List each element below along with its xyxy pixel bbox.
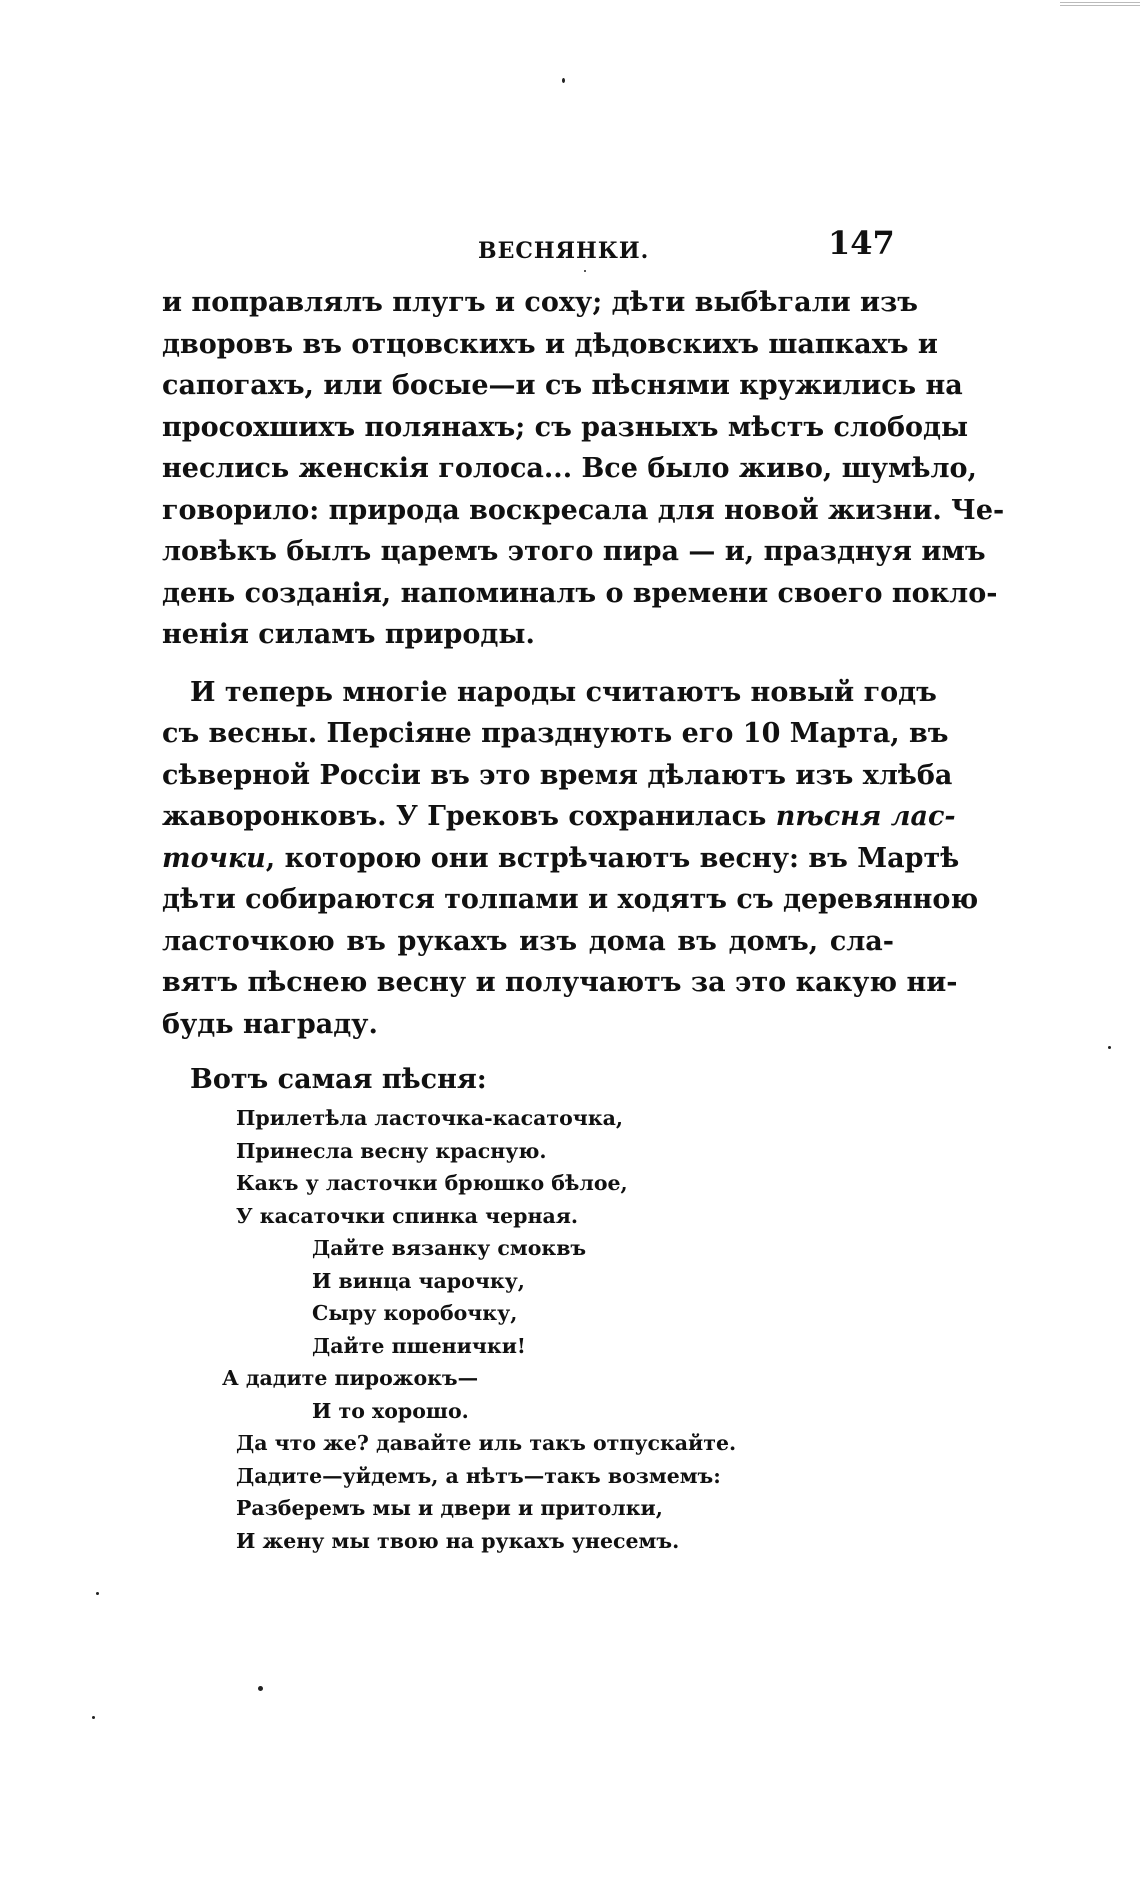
text-line: день созданія, напоминалъ о времени своего покло- — [162, 577, 998, 609]
text-line: просохшихъ полянахъ; съ разныхъ мѣстъ слободы — [162, 411, 969, 443]
body-text — [162, 282, 1005, 1101]
scan-speck — [92, 1716, 95, 1719]
verse-line: Разберемъ мы и двери и притолки, — [236, 1496, 663, 1520]
verse-line: Дайте пшенички! — [312, 1333, 526, 1358]
text-line: и поправлялъ плугъ и соху; дѣти выбѣгали изъ — [162, 287, 919, 318]
verse-line: Прилетѣла ласточка-касаточка, — [236, 1106, 624, 1130]
text-line — [162, 796, 956, 838]
text-line: дворовъ въ отцовскихъ и дѣдовскихъ шапкахъ и — [162, 328, 938, 360]
text-line: неслись женскія голоса... Все было живо, шумѣло, — [162, 453, 977, 484]
text-line: говорило: природа воскресала для новой жизни. Че- — [162, 494, 1005, 526]
scan-speck — [584, 270, 586, 272]
song-intro: Вотъ самая пѣсня: — [190, 1064, 487, 1095]
text-line: сапогахъ, или босые—и съ пѣснями кружились на — [162, 370, 963, 401]
verse-line: И жену мы твою на рукахъ унесемъ. — [236, 1528, 680, 1553]
text-line: И теперь многіе народы считаютъ новый годъ — [190, 676, 937, 708]
verse-line: Да что же? давайте иль такъ отпускайте. — [236, 1431, 737, 1455]
text-line: дѣти собираются толпами и ходятъ съ деревянною — [162, 884, 979, 915]
verse-line: Принесла весну красную. — [236, 1138, 547, 1163]
paragraph-gap — [162, 656, 894, 672]
scan-speck — [1108, 1046, 1111, 1049]
text-line: будь награду. — [162, 1008, 378, 1040]
text-line: ненія силамъ природы. — [162, 619, 535, 650]
scan-speck — [96, 1592, 99, 1595]
text-line: съ весны. Персіяне празднують его 10 Марта, въ — [162, 718, 949, 749]
text-line: сѣверной Россіи въ это время дѣлаютъ изъ хлѣба — [162, 759, 953, 791]
verse-line: И то хорошо. — [312, 1398, 469, 1423]
song-verse — [222, 1102, 756, 1557]
verse-line: Какъ у ласточки брюшко бѣлое, — [236, 1171, 628, 1195]
verse-line: Дадите—уйдемъ, а нѣтъ—такъ возмемъ: — [236, 1463, 721, 1488]
text-line — [162, 838, 960, 880]
verse-line: Сыру коробочку, — [312, 1301, 518, 1325]
text-line: вятъ пѣснею весну и получаютъ за это какую ни- — [162, 967, 958, 998]
italic-fragment: точки — [162, 842, 266, 874]
page-number: 147 — [828, 224, 895, 262]
verse-line: У касаточки спинка черная. — [236, 1203, 579, 1228]
scan-speck — [258, 1686, 263, 1691]
scan-edge-lines — [1060, 0, 1140, 6]
text-line: ласточкою въ рукахъ изъ дома въ домъ, сла- — [162, 925, 894, 957]
verse-line: Дайте вязанку смоквъ — [312, 1236, 587, 1260]
text-fragment: , которою они встрѣчаютъ весну: въ Мартѣ — [265, 842, 960, 874]
text-line: ловѣкъ былъ царемъ этого пира — и, празднуя имъ — [162, 536, 986, 567]
verse-line: И винца чарочку, — [312, 1268, 525, 1293]
running-head: ВЕСНЯНКИ. — [478, 238, 650, 264]
text-fragment: жаворонковъ. У Грековъ сохранилась — [162, 801, 776, 832]
paragraph-gap — [162, 1045, 894, 1059]
italic-fragment: пѣсня лас- — [775, 801, 956, 832]
scan-speck — [562, 78, 565, 83]
verse-line: А дадите пирожокъ— — [222, 1366, 479, 1390]
